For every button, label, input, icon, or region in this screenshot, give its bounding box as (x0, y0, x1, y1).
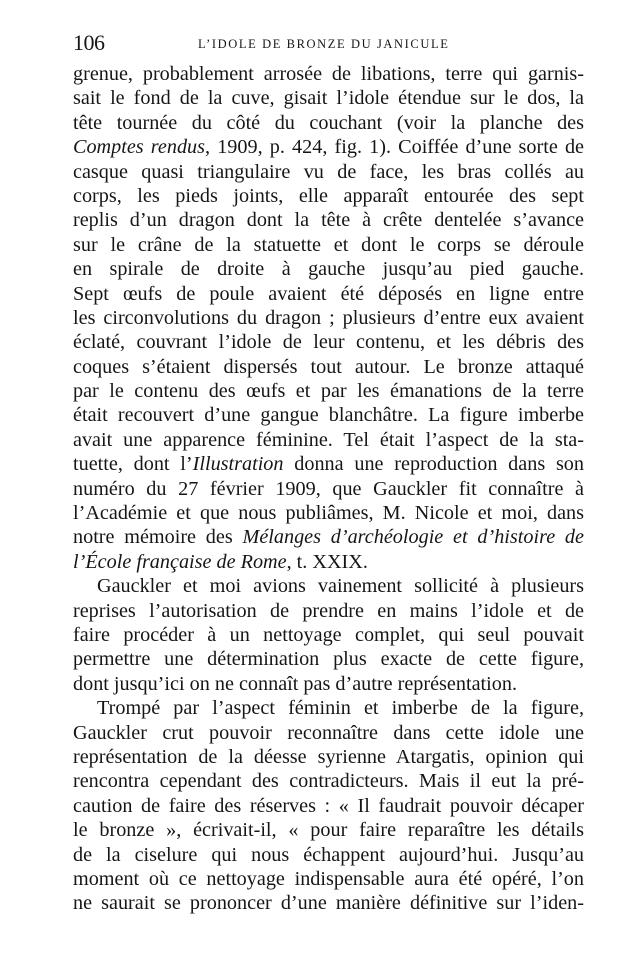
text-line (73, 282, 584, 306)
running-title: L’IDOLE DE BRONZE DU JANICULE (198, 37, 450, 51)
text-segment: tuette, dont l’ (73, 453, 193, 476)
text-segment: reprises l’autorisation de prendre en mains l’idole et de (73, 599, 584, 622)
text-segment: donna une reproduction dans son (283, 453, 584, 476)
body-text (73, 62, 584, 916)
text-line (73, 574, 584, 598)
text-line (73, 525, 584, 549)
text-segment: avait une apparence féminine. Tel était l’aspect de la sta- (73, 428, 584, 451)
text-line (73, 721, 584, 745)
text-line (73, 428, 584, 452)
text-line (73, 330, 584, 354)
text-segment: tête tournée du côté du couchant (voir la planche des (73, 111, 584, 134)
text-segment: Gauckler crut pouvoir reconnaître dans cette idole une (73, 721, 584, 744)
text-line (73, 794, 584, 818)
text-segment: par le contenu des œufs et par les émanations de la terre (73, 380, 584, 403)
page-header (73, 30, 584, 56)
text-segment: était recouvert d’une gangue blanchâtre. La figure imberbe (73, 404, 584, 427)
text-line (73, 672, 584, 696)
text-segment: sait le fond de la cuve, gisait l’idole étendue sur le dos, la (73, 87, 584, 110)
text-line (73, 696, 584, 720)
text-segment: en spirale de droite à gauche jusqu’au pied gauche. (73, 258, 584, 281)
text-line (73, 550, 584, 574)
text-segment: rencontra cependant des contradicteurs. Mais il eut la pré- (73, 770, 584, 793)
text-line (73, 599, 584, 623)
text-segment: Sept œufs de poule avaient été déposés en ligne entre (73, 282, 584, 305)
text-segment: casque quasi triangulaire vu de face, les bras collés au (73, 160, 584, 183)
text-segment: éclaté, couvrant l’idole de leur contenu, et les débris des (73, 331, 584, 354)
text-line (73, 184, 584, 208)
text-segment: Gauckler et moi avions vainement sollicité à plusieurs (97, 575, 584, 598)
text-segment: ne saurait se prononcer d’une manière définitive sur l’iden- (73, 892, 584, 915)
text-line (73, 111, 584, 135)
text-segment: permettre une détermination plus exacte de cette figure, (73, 648, 584, 671)
text-line (73, 257, 584, 281)
text-segment: corps, les pieds joints, elle apparaît entourée des sept (73, 184, 584, 207)
text-line (73, 647, 584, 671)
text-line (73, 160, 584, 184)
italic-text: Mélanges d’archéologie et d’histoire de (242, 526, 584, 549)
text-line (73, 769, 584, 793)
text-line (73, 379, 584, 403)
text-line (73, 452, 584, 476)
text-segment: , 1909, p. 424, fig. 1). Coiffée d’une sorte de (205, 136, 584, 159)
text-line (73, 62, 584, 86)
text-segment: sur le crâne de la statuette et dont le corps se déroule (73, 233, 584, 256)
page-number: 106 (73, 30, 105, 55)
text-line (73, 891, 584, 915)
text-line (73, 818, 584, 842)
text-line (73, 477, 584, 501)
text-line (73, 843, 584, 867)
italic-text: Illustration (192, 453, 284, 476)
text-line (73, 623, 584, 647)
text-line (73, 135, 584, 159)
text-segment: coques s’étaient dispersés tout autour. Le bronze attaqué (73, 355, 584, 378)
text-segment: les circonvolutions du dragon ; plusieurs d’entre eux avaient (73, 306, 584, 329)
text-segment: numéro du 27 février 1909, que Gauckler fit connaître à (73, 477, 584, 500)
italic-text: l’École française de Rome (73, 550, 287, 573)
text-segment: notre mémoire des (73, 526, 243, 549)
text-line (73, 501, 584, 525)
text-segment: représentation de la déesse syrienne Atargatis, opinion qui (73, 745, 584, 768)
italic-text: Comptes rendus (73, 136, 206, 159)
text-segment: moment où ce nettoyage indispensable aura été opéré, l’on (73, 867, 584, 890)
text-line (73, 867, 584, 891)
text-line (73, 208, 584, 232)
text-line (73, 745, 584, 769)
text-segment: de la ciselure qui nous échappent aujourd’hui. Jusqu’au (73, 843, 584, 866)
text-line (73, 355, 584, 379)
text-segment: Trompé par l’aspect féminin et imberbe de la figure, (97, 697, 584, 720)
text-line (73, 86, 584, 110)
text-line (73, 306, 584, 330)
text-segment: faire procéder à un nettoyage complet, qui seul pouvait (73, 623, 584, 646)
text-line (73, 403, 584, 427)
text-segment: caution de faire des réserves : « Il faudrait pouvoir décaper (73, 794, 584, 817)
text-segment: grenue, probablement arrosée de libations, terre qui garnis- (73, 63, 584, 85)
text-segment: l’Académie et que nous publiâmes, M. Nicole et moi, dans (73, 502, 584, 525)
text-segment: , t. XXIX. (286, 550, 368, 573)
text-line (73, 233, 584, 257)
text-segment: le bronze », écrivait-il, « pour faire reparaître les détails (73, 819, 584, 842)
text-segment: dont jusqu’ici on ne connaît pas d’autre représentation. (73, 672, 517, 695)
text-segment: replis d’un dragon dont la tête à crête dentelée s’avance (73, 209, 584, 232)
